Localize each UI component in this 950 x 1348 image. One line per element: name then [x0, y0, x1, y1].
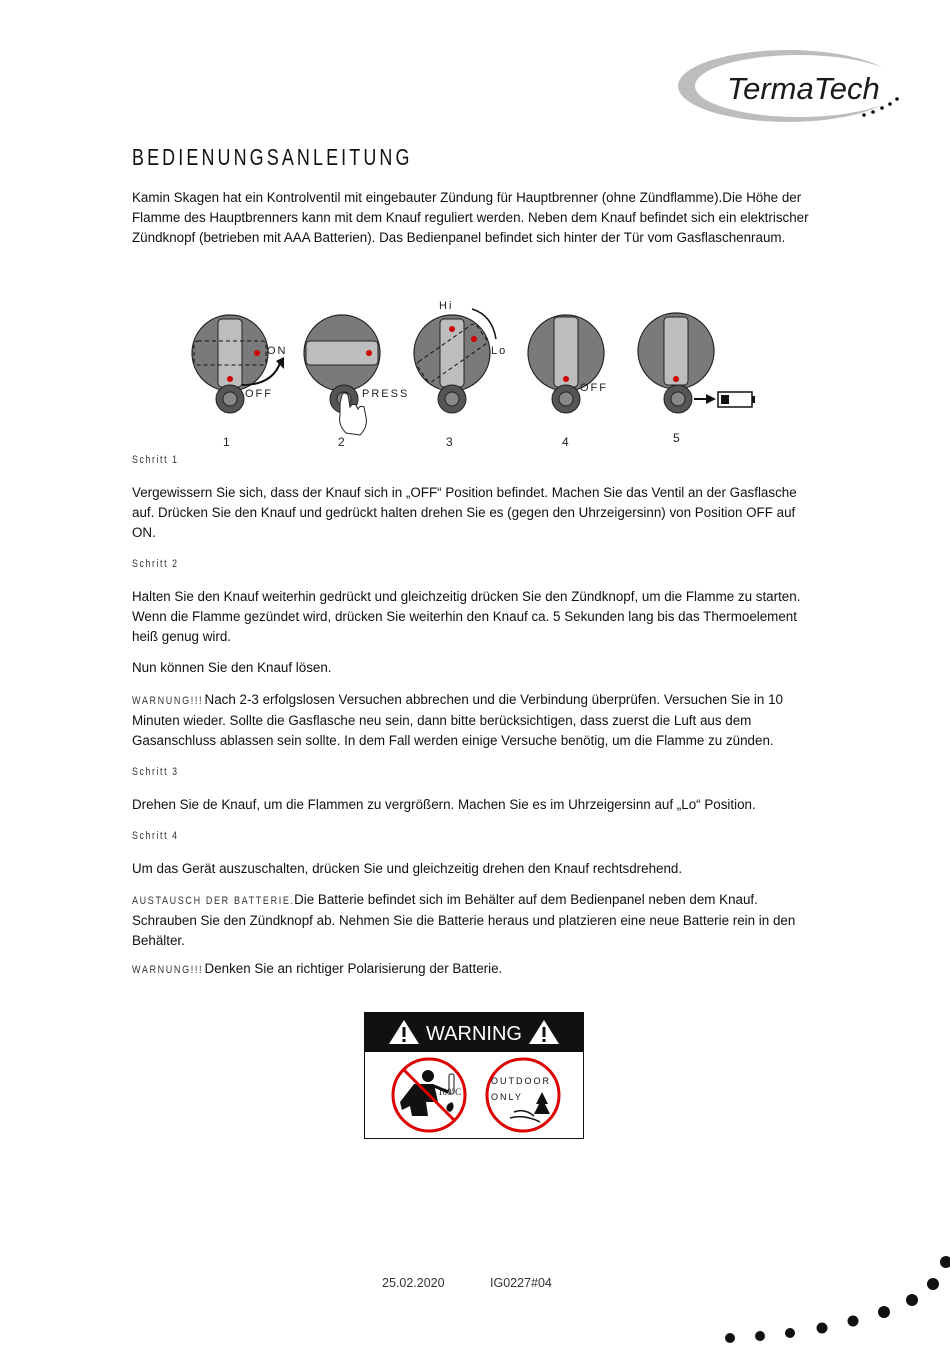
warning-header: WARNING — [426, 1023, 522, 1045]
step-number-2: 2 — [338, 435, 345, 449]
label-on: ON — [267, 345, 288, 357]
battery-icon — [718, 392, 755, 407]
warning1-label: WARNUNG!!! — [132, 695, 204, 707]
intro-paragraph: Kamin Skagen hat ein Kontrolventil mit eingebauter Zündung für Hauptbrenner (ohne Zündflamme).Die Höhe der Flamme des Hauptbrenners kann mit dem Knauf reguliert werden. Neben dem Knauf befindet sich ein elektrischer Zündknopf (betrieben mit AAA Batterien). Das Bedienpanel befindet sich hinter der Tür vom Gasflaschenraum. — [132, 190, 809, 245]
warning1-paragraph — [132, 690, 822, 751]
temp-label: 100°C — [438, 1087, 462, 1097]
warning1-text: Nach 2-3 erfolgslosen Versuchen abbrechen und die Verbindung überprüfen. Versuchen Sie in 10 Minuten wieder. Sollte die Gasflasche neu sein, dann bitte berücksichtigen, dass zuerst die Luft aus dem Gasanschluss ablassen sein sollte. In dem Fall werden einige Versuche benötig, um die Flamme zu zünden. — [132, 692, 783, 748]
outdoor-label-line1: OUTDOOR — [491, 1076, 551, 1086]
step2-text: Halten Sie den Knauf weiterhin gedrückt und gleichzeitig drücken Sie den Zündknopf, um die Flamme zu starten. Wenn die Flamme gezündet wird, drücken Sie weiterhin den Knauf ca. 5 Sekunden lang bis das Thermoelement heiß genug wird. — [132, 589, 801, 644]
step3-heading: Schritt 3 — [132, 766, 179, 778]
warning2-text: Denken Sie an richtiger Polarisierung der Batterie. — [200, 961, 503, 976]
logo — [675, 44, 910, 129]
label-lo: Lo — [491, 345, 508, 357]
battery-text: Die Batterie befindet sich im Behälter auf dem Bedienpanel neben dem Knauf. Schrauben Sie den Zündknopf ab. Nehmen Sie die Batterie heraus und platzieren eine neue Batterie rein in den Behälter. — [132, 892, 796, 948]
knob-step-4 — [528, 315, 604, 413]
step-number-5: 5 — [673, 431, 680, 445]
page-title: BEDIENUNGSANLEITUNG — [132, 144, 413, 170]
step4-heading: Schritt 4 — [132, 830, 179, 842]
label-hi: Hi — [439, 300, 454, 312]
step1-text: Vergewissern Sie sich, dass der Knauf sich in „OFF“ Position befindet. Machen Sie das Ventil an der Gasflasche auf. Drücken Sie den Knauf und gedrückt halten drehen Sie es (gegen den Uhrzeigersinn) von Position OFF auf ON. — [132, 485, 797, 540]
step4-text: Um das Gerät auszuschalten, drücken Sie und gleichzeitig drehen den Knauf rechtsdrehend. — [132, 861, 683, 876]
step2-heading: Schritt 2 — [132, 558, 179, 570]
release-text: Nun können Sie den Knauf lösen. — [132, 660, 332, 675]
footer-code: IG0227#04 — [490, 1276, 552, 1290]
outdoor-label-line2: ONLY — [491, 1092, 523, 1102]
no-touch-hot-icon — [393, 1059, 465, 1131]
knob-step-2 — [304, 315, 380, 435]
label-off-1: OFF — [245, 388, 273, 400]
label-off-4: OFF — [580, 382, 608, 394]
battery-paragraph — [132, 890, 822, 951]
outdoor-only-icon — [487, 1059, 559, 1131]
warning2-paragraph — [132, 959, 822, 980]
warning2-label: WARNUNG!!! — [132, 964, 204, 976]
decorative-dots — [700, 1240, 950, 1343]
knob-step-5 — [638, 313, 755, 413]
warning-sign — [364, 1012, 584, 1139]
footer-date: 25.02.2020 — [382, 1276, 445, 1290]
logo-text: TermaTech — [727, 71, 880, 106]
battery-label: AUSTAUSCH DER BATTERIE. — [132, 895, 295, 907]
step1-heading: Schritt 1 — [132, 454, 179, 466]
label-press: PRESS — [362, 388, 410, 400]
knob-step-3 — [414, 309, 496, 413]
step-number-3: 3 — [446, 435, 453, 449]
step3-text: Drehen Sie de Knauf, um die Flammen zu vergrößern. Machen Sie es im Uhrzeigersinn auf „Lo“ Position. — [132, 797, 756, 812]
step-number-1: 1 — [223, 435, 230, 449]
step-number-4: 4 — [562, 435, 569, 449]
knob-diagram — [180, 295, 780, 455]
